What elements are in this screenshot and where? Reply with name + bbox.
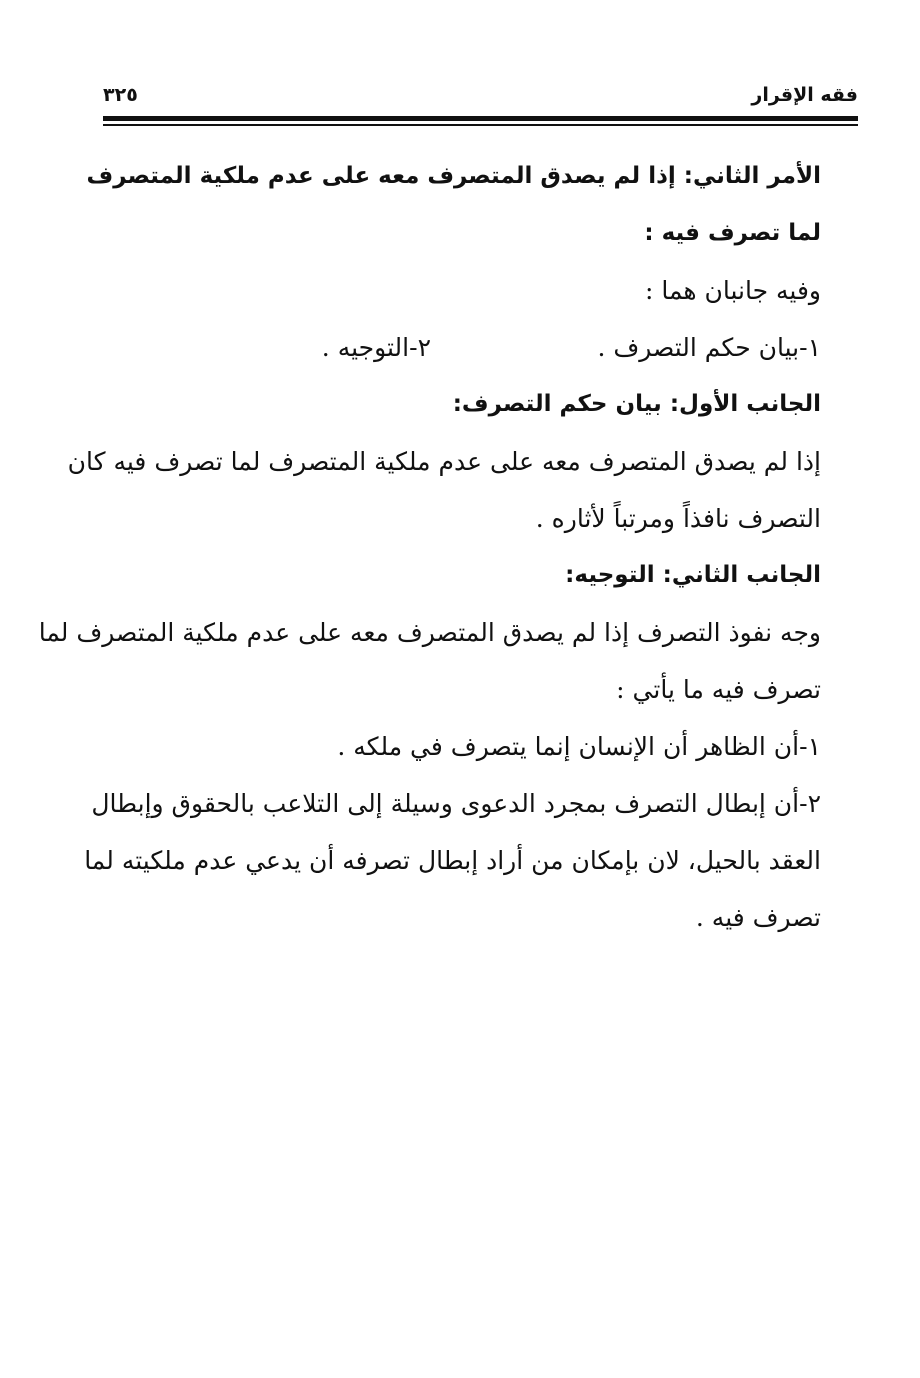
running-title: فقه الإقرار [751,84,858,106]
page-number: ٣٢٥ [103,84,138,106]
section-heading-line-2: لما تصرف فيه : [644,220,821,246]
intro-text: وفيه جانبان هما : [644,276,821,305]
paragraph-2-line-2: تصرف فيه ما يأتي : [616,675,821,704]
page-header [103,78,858,114]
paragraph-1-line-1: إذا لم يصدق المتصرف معه على عدم ملكية المتصرف لما تصرف فيه كان [67,447,821,476]
aspect-item-2: ٢-التوجيه . [321,333,431,362]
point-2-line-3: تصرف فيه . [695,903,821,932]
paragraph-1-line-2: التصرف نافذاً ومرتباً لأثاره . [535,504,821,533]
aspect-item-1: ١-بيان حكم التصرف . [597,333,821,362]
header-rule-thick [103,116,858,121]
paragraph-2-line-1: وجه نفوذ التصرف إذا لم يصدق المتصرف معه على عدم ملكية المتصرف لما [38,618,821,647]
subheading-first-aspect: الجانب الأول: بيان حكم التصرف: [452,391,821,417]
point-2-line-2: العقد بالحيل، لان بإمكان من أراد إبطال تصرفه أن يدعي عدم ملكيته لما [84,846,821,875]
section-heading-line-1: الأمر الثاني: إذا لم يصدق المتصرف معه على عدم ملكية المتصرف [86,163,821,189]
header-rule-thin [103,124,858,126]
page-body [38,148,821,946]
subheading-second-aspect: الجانب الثاني: التوجيه: [565,562,821,588]
point-2-line-1: ٢-أن إبطال التصرف بمجرد الدعوى وسيلة إلى التلاعب بالحقوق وإبطال [91,789,821,818]
point-1: ١-أن الظاهر أن الإنسان إنما يتصرف في ملكه . [337,732,821,761]
aspects-list [103,319,821,376]
